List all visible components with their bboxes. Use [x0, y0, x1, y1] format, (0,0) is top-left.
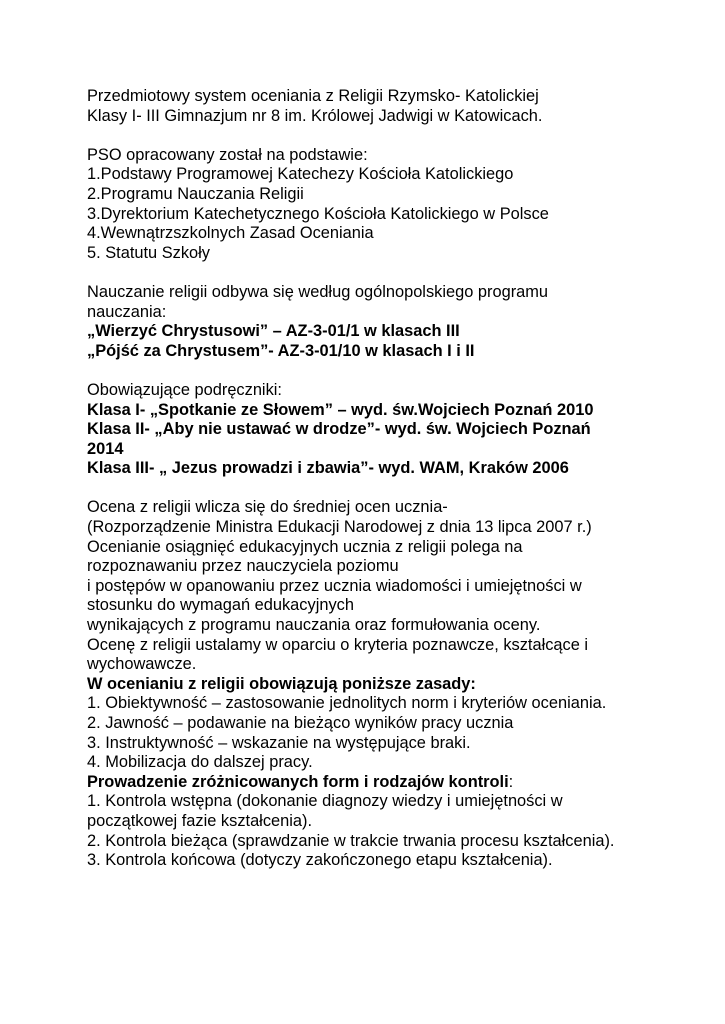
- assessment-line: Ocena z religii wlicza się do średniej ocen ucznia-: [87, 498, 448, 517]
- document-page: [87, 87, 687, 871]
- principle-item: 4. Mobilizacja do dalszej pracy.: [87, 753, 313, 772]
- spacer: [87, 479, 687, 499]
- textbook-class-3: Klasa III- „ Jezus prowadzi i zbawia”- wyd. WAM, Kraków 2006: [87, 459, 569, 478]
- basis-item: 4.Wewnątrzszkolnych Zasad Oceniania: [87, 224, 374, 243]
- principle-item: 3. Instruktywność – wskazanie na występujące braki.: [87, 733, 471, 752]
- principle-item: 2. Jawność – podawanie na bieżąco wyników pracy ucznia: [87, 714, 514, 732]
- basis-item: 1.Podstawy Programowej Katechezy Kościoła Katolickiego: [87, 165, 514, 184]
- program-item: „Wierzyć Chrystusowi” – AZ-3-01/1 w klasach III: [87, 322, 460, 341]
- document-title-line-2: Klasy I- III Gimnazjum nr 8 im. Królowej Jadwigi w Katowicach.: [87, 106, 543, 125]
- program-intro-line-2: nauczania:: [87, 302, 167, 321]
- assessment-line: (Rozporządzenie Ministra Edukacji Narodowej z dnia 13 lipca 2007 r.): [87, 518, 592, 537]
- control-heading-suffix: :: [508, 772, 514, 791]
- assessment-line: stosunku do wymagań edukacyjnych: [87, 596, 354, 615]
- assessment-line: Ocenianie osiągnięć edukacyjnych ucznia z religii polega na: [87, 537, 523, 556]
- spacer: [87, 263, 687, 283]
- assessment-line: rozpoznawaniu przez nauczyciela poziomu: [87, 557, 399, 576]
- assessment-line: wynikających z programu nauczania oraz formułowania oceny.: [87, 616, 541, 635]
- principle-item: 1. Obiektywność – zastosowanie jednolitych norm i kryteriów oceniania.: [87, 694, 607, 713]
- basis-intro: PSO opracowany został na podstawie:: [87, 145, 368, 164]
- control-heading-line: [87, 773, 687, 793]
- assessment-line: Ocenę z religii ustalamy w oparciu o kryteria poznawcze, kształcące i: [87, 635, 589, 654]
- textbook-class-2-line-1: Klasa II- „Aby nie ustawać w drodze”- wyd. św. Wojciech Poznań: [87, 420, 591, 439]
- program-intro-line-1: Nauczanie religii odbywa się według ogólnopolskiego programu: [87, 282, 549, 301]
- basis-item: 2.Programu Nauczania Religii: [87, 184, 304, 203]
- assessment-line: wychowawcze.: [87, 655, 197, 674]
- principles-heading: W ocenianiu z religii obowiązują poniższe zasady:: [87, 674, 476, 693]
- assessment-line: i postępów w opanowaniu przez ucznia wiadomości i umiejętności w: [87, 576, 582, 595]
- control-item: 1. Kontrola wstępna (dokonanie diagnozy wiedzy i umiejętności w: [87, 792, 563, 811]
- control-item: 2. Kontrola bieżąca (sprawdzanie w trakcie trwania procesu kształcenia).: [87, 831, 615, 850]
- textbooks-intro: Obowiązujące podręczniki:: [87, 380, 282, 399]
- document-title-line-1: Przedmiotowy system oceniania z Religii Rzymsko- Katolickiej: [87, 87, 539, 105]
- program-item: „Pójść za Chrystusem”- AZ-3-01/10 w klasach I i II: [87, 341, 475, 360]
- spacer: [87, 361, 687, 381]
- basis-item: 3.Dyrektorium Katechetycznego Kościoła Katolickiego w Polsce: [87, 204, 549, 223]
- control-item: początkowej fazie kształcenia).: [87, 811, 313, 830]
- spacer: [87, 126, 687, 146]
- basis-item: 5. Statutu Szkoły: [87, 243, 210, 262]
- control-item: 3. Kontrola końcowa (dotyczy zakończonego etapu kształcenia).: [87, 851, 553, 870]
- textbook-class-1: Klasa I- „Spotkanie ze Słowem” – wyd. św.Wojciech Poznań 2010: [87, 400, 594, 419]
- control-heading: Prowadzenie zróżnicowanych form i rodzajów kontroli: [87, 772, 509, 791]
- textbook-class-2-line-2: 2014: [87, 439, 124, 458]
